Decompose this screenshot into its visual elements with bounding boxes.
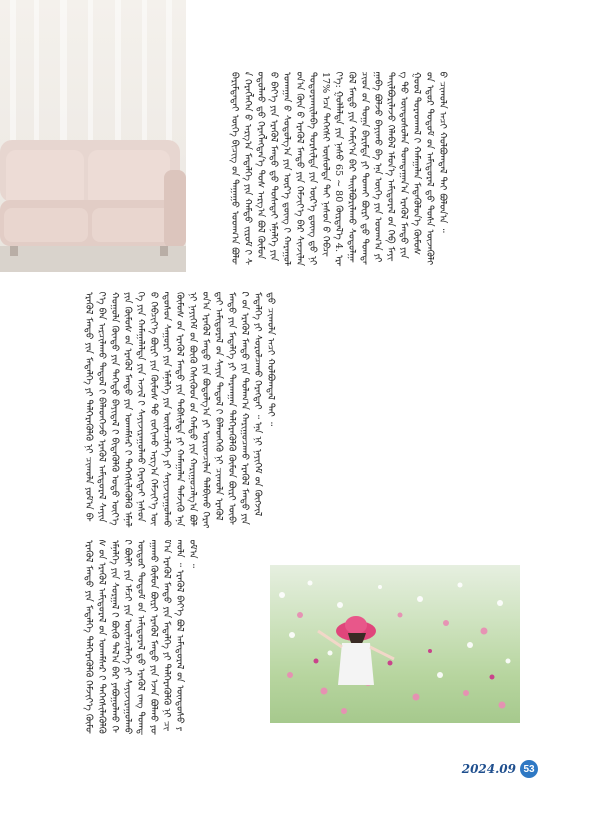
- text-line: ᠡᠨᠡ ᠨᠢ ᠨᠡᠶᠢᠭᠡᠮ ᠦ᠋ᠨ ᠪᠦᠬᠦ ᠭᠡᠰᠢᠭᠦᠳ ᠦ᠋ᠨ ᠬᠠᠮᠲᠤ ᠶᠢᠨ ᠬᠠᠷᠢᠭᠤᠴᠠᠯᠭ᠎ᠠ ᠪᠣᠯᠤᠨ᠎ᠠ: [174, 292, 211, 527]
- text-line: ᠡᠮᠦᠨ᠎ᠡ ᠠᠮᠢᠳᠤᠷᠠᠯ ᠤ᠋ᠨ ᠬᠡᠪ ᠮᠠᠶᠢᠭ ᠲᠤ᠌ ᠦᠨᠳᠦᠰᠦᠯᠡᠨ ᠲᠣᠭᠲᠠᠭᠠᠨ᠎ᠠ: [385, 72, 409, 261]
- text-line: ᠣᠳᠣ ᠦᠶ᠎ᠡ ᠶᠢᠨ ᠬᠦᠮᠦᠰ ᠤ᠋ᠨ ᠡᠷᠡᠭᠦᠯ ᠮᠡᠨᠳᠦ ᠶᠢᠨ ᠤᠬᠠᠮᠰᠠᠷ ᠢ᠋ ᠳᠡᠭᠡᠭᠰᠢᠯᠡᠭᠦᠯᠬᠦ: [109, 292, 133, 526]
- sofa-illustration: [0, 0, 186, 272]
- text-line: ᠬᠦᠮᠦᠰ ᠦ᠋ᠨ ᠡᠳᠦᠷ ᠲᠤᠲᠤᠮ ᠤ᠋ᠨ ᠠᠮᠢᠳᠤᠷᠠᠯ ᠳ᠋ᠤ᠌ ᠲᠤᠰᠠ ᠦᠵᠡᠭᠦᠯᠬᠦ: [411, 72, 448, 264]
- text-line: ᠡᠷᠡᠭᠦᠯ ᠮᠡᠨᠳᠦ ᠶᠢᠨ ᠪᠣᠳᠣᠯᠭ᠎ᠠ ᠶᠢ ᠤᠷᠢᠳᠴᠢᠯᠠᠨ ᠲᠠᠯᠪᠢᠬᠤ ᠬᠡᠷᠡᠭᠲᠡᠶ: [200, 292, 224, 528]
- text-line: ᠡᠷᠡᠭᠦᠯ ᠮᠡᠨᠳᠦ ᠶᠢᠨ ᠮᠡᠳᠡᠯᠭᠡ ᠶᠢ ᠳᠡᠯᠭᠡᠷᠡᠭᠦᠯᠬᠦ ᠨᠢ ᠴᠢᠬᠤᠯᠠ ᠶᠤᠮ᠎ᠠ: [83, 292, 94, 510]
- text-line: ᠡᠮᠨᠡᠯᠭᠡ ᠶᠢᠨ ᠤᠬᠠᠭᠠᠨ ᠤ᠋ ᠰᠤᠳᠤᠯᠭ᠎ᠠ ᠶᠢᠨ ᠦᠷ᠎ᠡ ᠳ᠋ᠦᠩ ᠢ᠋ ᠬᠠᠷᠠᠭᠤᠯᠤᠨ᠎ᠠ: [268, 72, 305, 266]
- text-line: ᠡᠨᠡ ᠨᠢ ᠨᠡᠶᠢᠭᠡᠮ ᠦ᠋ᠨ ᠬᠥᠭᠵᠢᠯ ᠳ᠋ᠦ᠍ ᠴᠢᠬᠤᠯᠠ ᠠᠴᠢ ᠬᠣᠯᠪᠣᠭᠳᠠᠯ ᠲᠠᠢ ᠃: [252, 292, 276, 517]
- article-paragraph-bottom-left: [82, 540, 260, 736]
- page-footer: [462, 760, 538, 778]
- text-line: ᠡᠷᠡᠭᠦᠯ ᠮᠡᠨᠳᠦ ᠶᠢᠨ ᠭᠣᠣᠯ ᠳᠤᠷᠠᠳᠬᠠᠯ ᠢ᠋ ᠬᠠᠮᠠᠭᠠᠯᠠᠨ ᠮᠡᠳᠡᠭᠦᠯᠦᠨ᠎ᠡ: [398, 72, 422, 259]
- text-line: ᠰᠤᠳᠤᠯᠭᠠᠴᠢᠳ ᠤ᠋ᠨ ᠲᠣᠭᠠ ᠪᠠᠷᠢᠮᠲᠠ ᠶᠢ ᠲᠤᠬᠠᠢ ᠪᠦᠷᠢ ᠳ᠋ᠤ᠌ ᠲᠣᠭᠲᠠᠭᠠᠪᠠ: [346, 72, 383, 265]
- text-line: ᠡᠷᠡᠭᠦᠯ ᠮᠡᠨᠳᠦ ᠶᠢᠨ ᠮᠡᠳᠡᠯᠭᠡ ᠳᠡᠯᠭᠡᠷᠡᠭᠦᠯᠬᠦ ᠬᠡᠮᠵᠢᠶ᠎ᠡ: [83, 540, 94, 711]
- meadow-photo: [270, 565, 520, 723]
- article-paragraph-top-right: [228, 72, 528, 267]
- text-line: ᠬᠦᠮᠦᠰ ᠦ᠋ᠨ ᠡᠷᠡᠭᠦᠯ ᠠᠮᠢᠳᠤᠷᠠᠯ ᠤ᠋ᠨ ᠤᠬᠠᠮᠰᠠᠷ ᠢ᠋ ᠳᠡᠭᠡᠭᠰᠢᠯᠡᠭᠦᠯᠬᠦ: [83, 540, 107, 734]
- text-line: ᠬᠦᠨ ᠦ᠌ ᠡᠷᠡᠭᠦᠯ ᠮᠡᠨᠳᠦ ᠶᠢᠨ ᠬᠡᠮᠵᠢᠶ᠎ᠡ ᠪᠡᠷ ᠰᠢᠨᠵᠢᠯᠡᠨ ᠲᠣᠳᠣᠷᠬᠠᠢᠯᠠᠪᠠ: [294, 72, 318, 267]
- text-line: ᠪᠡᠶ᠎ᠡ ᠪᠡᠨ ᠠᠷᠴᠢᠯᠠᠬᠤ ᠳᠠᠳᠤᠯ ᠢ᠋ ᠪᠡᠯᠡᠳᠬᠡᠵᠦ ᠡᠷᠡᠭᠦᠯ ᠠᠮᠢᠳᠤᠷᠠᠯ: [83, 292, 107, 521]
- text-line: ᠠᠮᠢᠳᠤᠷᠠᠯ ᠤ᠋ᠨ ᠰᠠᠶᠢᠨ ᠳᠠᠳᠤᠯ ᠢ᠋ ᠪᠡᠯᠡᠳᠬᠡᠬᠦ ᠨᠢ ᠴᠢᠬᠤᠯᠠ: [213, 308, 224, 496]
- text-line: ᠡᠷᠡᠭᠦᠯ ᠮᠡᠨᠳᠦ ᠶᠢᠨ ᠮᠡᠳᠡᠯᠭᠡ ᠶᠢ ᠰᠤᠷᠤᠯᠴᠠᠬᠤ ᠬᠡᠷᠡᠭᠲᠡᠶ ᠃: [239, 292, 263, 525]
- text-line: ᠬᠦᠮᠦᠨ ᠪᠦᠷᠢ ᠥᠪᠡᠷ ᠤ᠋ᠨ ᠡᠷᠡᠭᠦᠯ ᠮᠡᠨᠳᠦ ᠶᠢᠨ ᠲᠤᠯᠠᠭ᠎ᠠ ᠬᠠᠷᠢᠭᠤᠴᠠᠬᠤ: [226, 292, 250, 525]
- text-line: ᠴᠢᠬᠤᠯᠠ ᠠᠴᠢ ᠬᠣᠯᠪᠣᠭᠳᠠᠯ ᠲᠠᠢ ᠪᠣᠯᠤᠨ᠎ᠠ ᠃: [437, 81, 448, 233]
- text-line: ᠰᠠᠶᠢᠨ ᠬᠣᠭᠣᠯᠠ ᠬᠦᠨᠳᠦ ᠶᠢᠨ ᠳᠡᠭᠡᠳᠦ ᠪᠠᠶᠢᠳᠠᠯ ᠢ᠋ ᠪᠢᠳᠡᠭᠦᠯᠬᠦ: [96, 292, 120, 523]
- text-line: ᠨᠠᠰᠤᠨ ᠤ᠋ ᠬᠡᠪᠴᠢᠶ᠎ᠡ ᠪᠦᠷᠢ ᠶᠢᠨ ᠬᠦᠮᠦᠰ ᠲᠤ᠌ ᠵᠣᠬᠢᠬᠤ ᠠᠷᠭ᠎ᠠ ᠬᠡᠮᠵᠢᠶ᠎ᠡ: [135, 292, 159, 523]
- text-line: ᠨᠠᠰᠤᠨ ᠤ᠋ ᠬᠡᠪᠴᠢᠶ᠎ᠡ: ᠭᠣᠯᠯᠠᠯᠲᠠ ᠶᠢᠨ ᠨᠠᠰᠤ 65 ~ 80 ᠬᠦᠷᠲᠡᠯ᠎ᠡ: [320, 72, 344, 257]
- text-line: ᠡᠮᠨᠡᠯᠭᠡ ᠶᠢᠨ ᠬᠠᠮᠠᠭᠠᠯᠠᠯᠲᠠ ᠶᠢᠨ ᠠᠵᠢᠯ ᠢ᠋ ᠰᠠᠶᠢᠵᠢᠷᠠᠭᠤᠯᠬᠤ ᠬᠡᠷᠡᠭᠲᠡᠶ: [122, 292, 146, 528]
- text-line: ᠡᠮᠨᠡᠯᠭᠡ ᠶᠢᠨ ᠰᠤᠷᠭᠠᠯ ᠢ᠋ ᠪᠦᠬᠦ ᠲᠠᠯ᠎ᠠ ᠪᠠᠷ ᠶᠠᠪᠤᠭᠤᠯᠬᠤ: [109, 540, 120, 723]
- article-paragraph-middle: [82, 292, 528, 528]
- page-number-badge: 53: [520, 760, 538, 778]
- text-line: ᠬᠦᠮᠦᠨ ᠪᠦᠷᠢ ᠡᠷᠡᠭᠦᠯ ᠮᠡᠨᠳᠦ ᠶᠢᠨ ᠡᠵᠡᠨ ᠪᠣᠯᠬᠤ ᠶᠤᠮ᠎ᠠ: [148, 540, 172, 735]
- text-line: ᠪᠣᠯᠵᠤ ᠪᠠᠶᠢᠬᠤ ᠪᠠ ᠡᠨᠡ ᠦᠭᠡ ᠶᠢᠨ ᠤᠳᠬ᠎ᠠ ᠶᠢ ᠲᠠᠢᠯᠪᠤᠷᠢᠯᠠᠵᠤ ᠬᠡᠯᠡᠪᠡᠯ: [372, 72, 396, 263]
- text-line: ᠡᠷᠡᠭᠦᠯ ᠮᠡᠨᠳᠦ ᠶᠢᠨ ᠮᠡᠳᠡᠯᠭᠡ ᠶᠢ ᠳᠡᠯᠭᠡᠷᠡᠭᠦᠯᠬᠦ ᠨᠢ ᠴᠢᠬᠤᠯᠠ ᠃: [161, 540, 185, 731]
- text-line: ᠭᠡᠷ ᠪᠦᠯᠢ ᠶᠢᠨ ᠡᠮᠴᠢ ᠶᠢᠨ ᠦᠢᠯᠡᠴᠢᠯᠡᠭᠡ ᠶᠢ ᠰᠠᠶᠢᠵᠢᠷᠠᠭᠤᠯᠬᠤ: [109, 540, 133, 735]
- text-line: ᠮᠡᠳᠡᠯᠭᠡ ᠶᠢᠨ ᠬᠠᠮᠲᠤ ᠵᠢᠷᠤᠮ ᠢ᠋ ᠰᠤᠳᠤᠯᠬᠤ ᠳ᠋ᠤ᠌ ᠬᠡᠷᠡᠭᠯᠡᠭᠳᠡᠨ᠎ᠡ: [242, 72, 266, 265]
- sofa-photo: [0, 0, 186, 272]
- text-line: ᠬᠦᠮᠦᠰ ᠦ᠋ᠨ ᠡᠷᠡᠭᠦᠯ ᠮᠡᠨᠳᠦ ᠶᠢᠨ ᠳᠡᠪᠰᠢᠯᠲᠡ ᠶᠢ ᠬᠠᠮᠠᠭᠠᠯᠠᠨ ᠳᠡᠮᠵᠢᠬᠦ: [174, 292, 185, 512]
- text-line: ᠲᠤᠷᠰᠢᠯᠲᠠ ᠶᠢᠨ ᠦᠷ᠎ᠡ ᠳ᠋ᠦᠩ ᠳ᠋ᠤ᠌ ᠨᠢ 17% ᠡᠴᠡ ᠳᠡᠭᠡᠭᠰᠢ ᠦᠰᠦᠯᠲᠡ ᠲᠠᠢ: [307, 72, 331, 266]
- issue-date: 2024.09: [461, 762, 516, 776]
- text-line: ᠡᠷᠡᠭᠦᠯ ᠮᠡᠨᠳᠦ ᠶᠢᠨ ᠮᠡᠳᠡᠯᠭᠡ ᠶᠢ ᠲᠠᠷᠬᠠᠭᠠᠨ ᠳᠡᠯᠭᠡᠷᠡᠭᠦᠯᠬᠦ: [213, 292, 237, 521]
- text-line: ᠲᠤᠰ ᠠᠷᠭ᠎ᠠ ᠪᠣᠯ ᠬᠦᠮᠦᠨ ᠦ᠌ ᠪᠡᠶ᠎ᠡ ᠶᠢᠨ ᠡᠷᠡᠭᠦᠯ ᠮᠡᠨᠳᠦ ᠳ᠋ᠤ᠌ ᠲᠤᠰᠠᠲᠠᠢ: [255, 72, 279, 260]
- text-line: ᠦᠨᠳᠦᠰᠦᠨ ᠰᠠᠭᠤᠷᠢ ᠶᠢᠨ ᠡᠮᠨᠡᠯᠭᠡ ᠶᠢᠨ ᠦᠢᠯᠡᠴᠢᠯᠡᠭᠡ ᠶᠢ ᠰᠠᠶᠢᠵᠢᠷᠠᠭᠤᠯᠬᠤ: [148, 292, 172, 528]
- section-heading: 4. ᠡᠷᠡᠭᠦᠯ ᠮᠡᠨᠳᠦ ᠶᠢᠨ ᠬᠠᠮᠢᠶ᠎ᠠ ᠪᠠᠷ ᠲᠠᠢᠯᠪᠤᠷᠢᠯᠠᠬᠤ: [333, 72, 357, 266]
- text-line: ᠡᠷᠡᠭᠦᠯ ᠪᠡᠶ᠎ᠡ ᠪᠣᠯ ᠠᠮᠢᠳᠤᠷᠠᠯ ᠤ᠋ᠨ ᠦᠨᠳᠦᠰᠦ ᠶᠤᠮ᠎ᠠ ᠃: [174, 540, 198, 731]
- meadow-illustration: [270, 565, 520, 723]
- text-line: ᠪᠠᠷᠢᠮᠲᠠᠳᠠᠢ ᠦᠭᠡ ᠪᠢᠴᠢᠭ᠌ ᠤ᠋ᠨ ᠳᠠᠭᠠᠭᠤ ᠤᠳᠬ᠎ᠠ ᠪᠣᠯᠤᠨ ᠬᠡᠷᠡᠭᠯᠡᠭᠡᠨ ᠤ᠋ ᠠᠷᠭ᠎ᠠ: [229, 72, 253, 265]
- text-line: ᠥᠳᠥᠷ ᠲᠤᠲᠤᠮ ᠤ᠋ᠨ ᠠᠮᠢᠳᠤᠷᠠᠯ ᠳ᠋ᠤ᠌ ᠡᠷᠡᠭᠦᠯ ᠵᠠᠩ ᠲᠣᠭᠲᠠᠭᠠᠬᠤ: [135, 540, 159, 735]
